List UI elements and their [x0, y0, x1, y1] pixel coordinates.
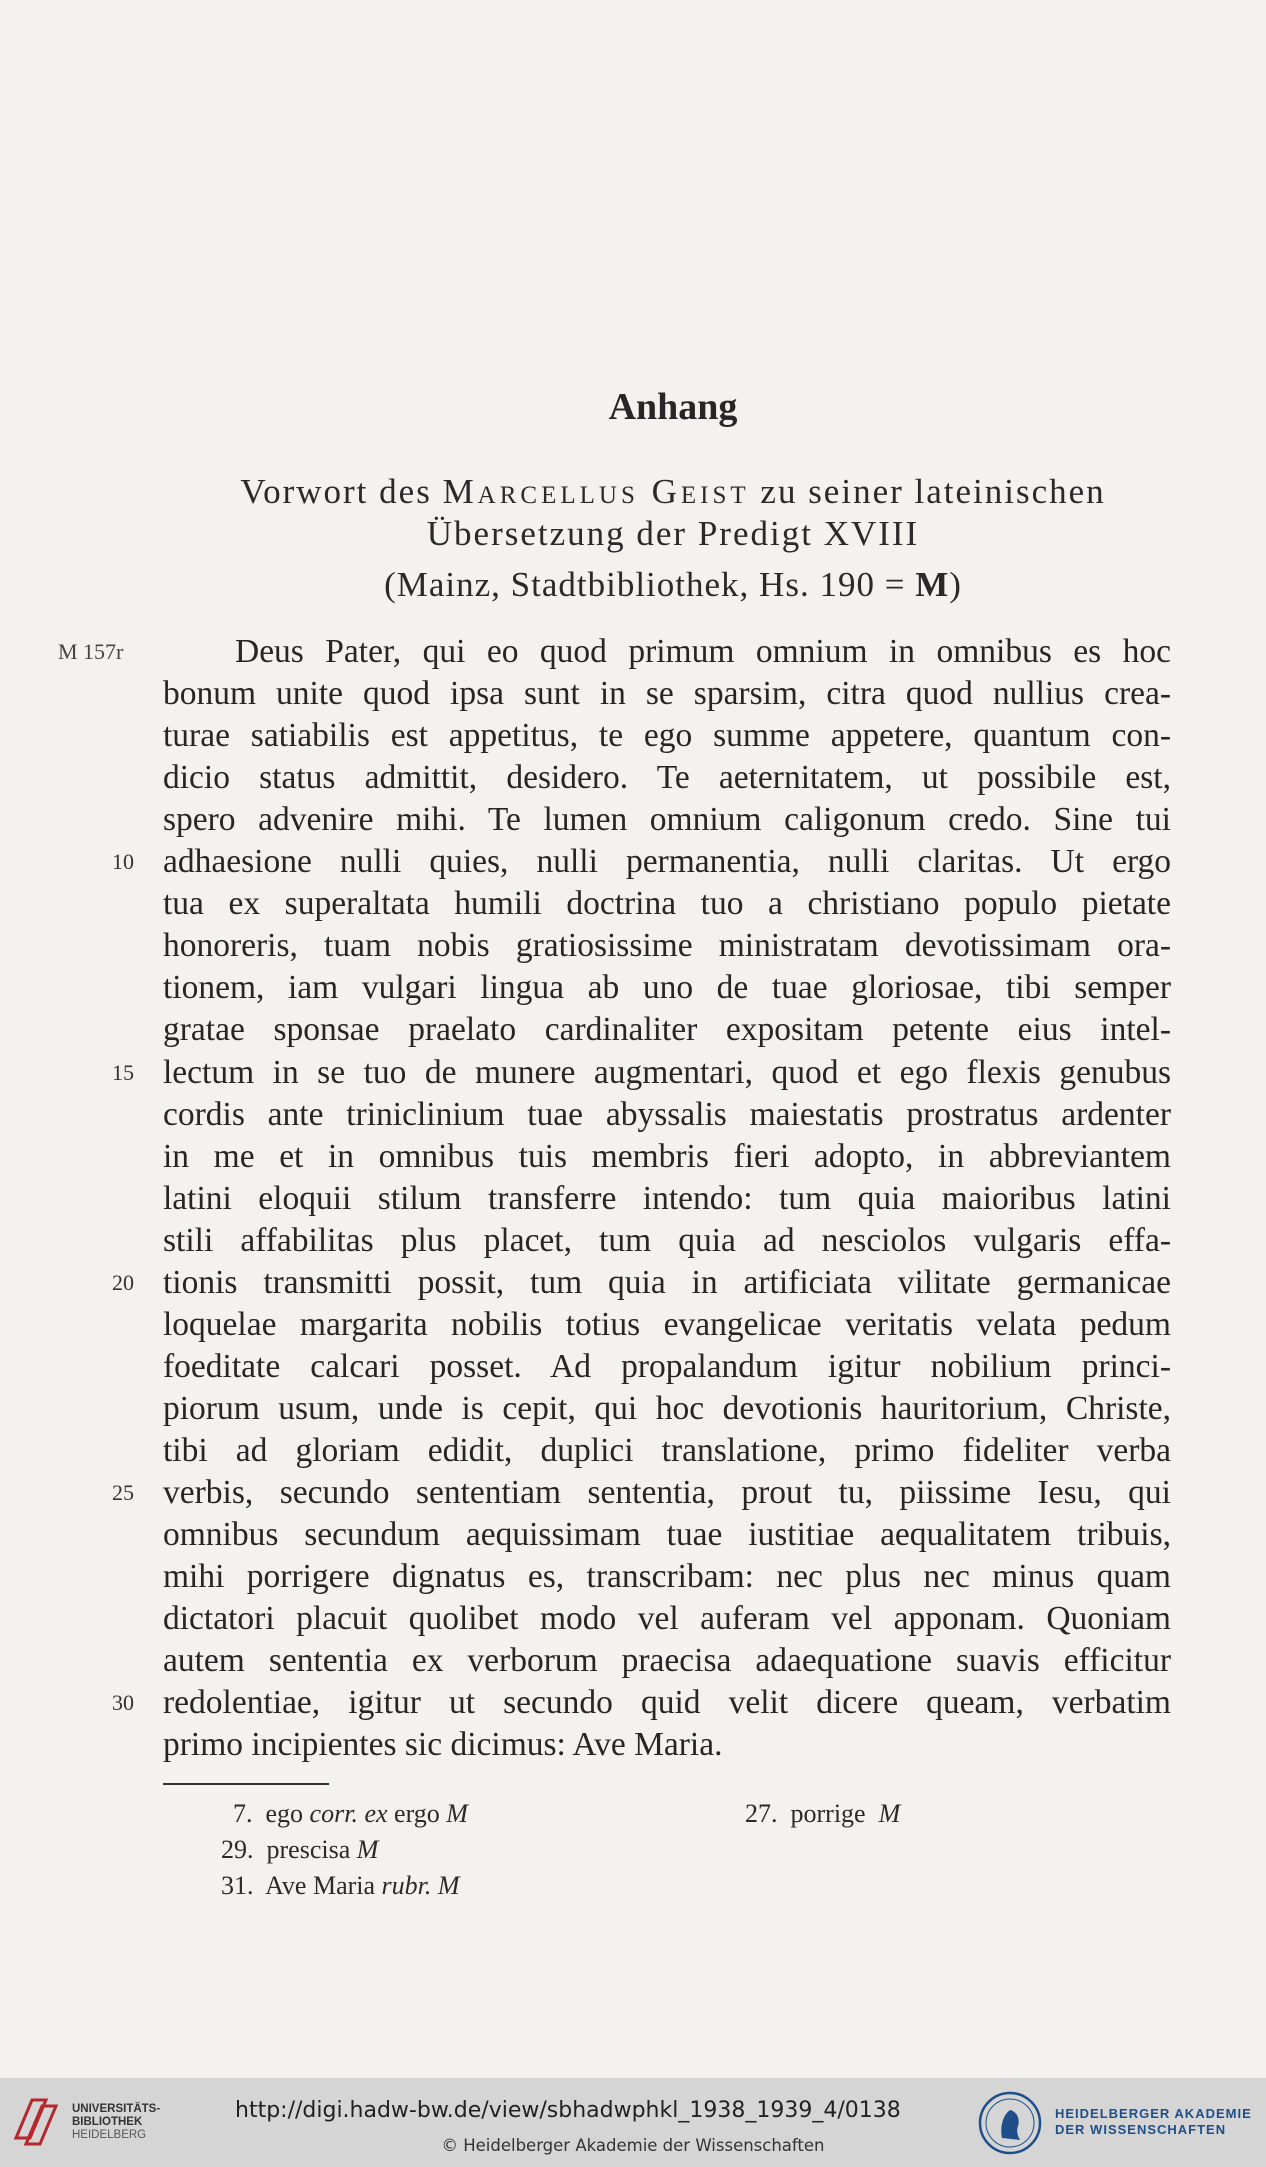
text-line: honoreris, tuam nobis gratiosissime ministratam devotissimam ora-: [163, 927, 1171, 965]
note-7: 7. ego corr. ex ergo M: [233, 1799, 468, 1828]
text-line: mihi porrigere dignatus es, transcribam: nec plus nec minus quam: [163, 1558, 1171, 1596]
text-line: stili affabilitas plus placet, tum quia ad nesciolos vulgaris effa-: [163, 1221, 1171, 1259]
text-line: adhaesione nulli quies, nulli permanentia, nulli claritas. Ut ergo: [163, 843, 1171, 881]
text-line: loquelae margarita nobilis totius evangelicae veritatis velata pedum: [163, 1305, 1171, 1343]
siglum: M: [915, 565, 950, 604]
academy-seal-icon[interactable]: [978, 2090, 1042, 2156]
text-line: cordis ante triniclinium tuae abyssalis maiestatis prostratus ardenter: [163, 1095, 1171, 1133]
text-line: tibi ad gloriam edidit, duplici translatione, primo fideliter verba: [163, 1431, 1171, 1469]
text-line: tua ex superaltata humili doctrina tuo a christiano populo pietate: [163, 885, 1171, 923]
text-line: turae satiabilis est appetitus, te ego summe appetere, quantum con-: [163, 717, 1171, 755]
text-line: autem sententia ex verborum praecisa adaequatione suavis efficitur: [163, 1642, 1171, 1680]
note-31: 31. Ave Maria rubr. M: [221, 1871, 460, 1900]
text-line: dictatori placuit quolibet modo vel auferam vel apponam. Quoniam: [163, 1600, 1171, 1638]
note-27: 27. porrige M: [745, 1799, 901, 1828]
text-line: tionem, iam vulgari lingua ab uno de tuae gloriosae, tibi semper: [163, 969, 1171, 1007]
academy-label: HEIDELBERGER AKADEMIE DER WISSENSCHAFTEN: [1055, 2106, 1252, 2137]
line-number: 15: [112, 1059, 134, 1085]
text-line: verbis, secundo sententiam sententia, prout tu, piissime Iesu, qui: [163, 1474, 1171, 1511]
text-line: redolentiae, igitur ut secundo quid velit dicere queam, verbatim: [163, 1684, 1171, 1722]
text-line: omnibus secundum aequissimam tuae iustitiae aequalitatem tribuis,: [163, 1516, 1171, 1554]
page-heading: Anhang: [608, 386, 738, 428]
text-line: bonum unite quod ipsa sunt in se sparsim, citra quod nullius crea-: [163, 675, 1171, 713]
text-line: lectum in se tuo de munere augmentari, quod et ego flexis genubus: [163, 1053, 1171, 1091]
manuscript-folio-ref: M 157r: [58, 639, 124, 664]
text-line: in me et in omnibus tuis membris fieri adopto, in abbreviantem: [163, 1137, 1171, 1175]
text-line: tionis transmitti possit, tum quia in artificiata vilitate germanicae: [163, 1263, 1171, 1301]
text-line: gratae sponsae praelato cardinaliter expositam petente eius intel-: [163, 1011, 1171, 1049]
text-line: primo incipientes sic dicimus: Ave Maria.: [163, 1726, 723, 1764]
line-number: 10: [112, 849, 134, 875]
footer-bar: [0, 2078, 1266, 2167]
line-number: 30: [112, 1690, 134, 1716]
text-line: Deus Pater, qui eo quod primum omnium in omnibus es hoc: [235, 633, 1171, 670]
footnote-rule: [163, 1783, 329, 1785]
note-29: 29. prescisa M: [221, 1835, 379, 1864]
author-name: Marcellus Geist: [442, 472, 750, 511]
subtitle-line-2: Übersetzung der Predigt XVIII: [426, 514, 920, 553]
subtitle-line-3: (Mainz, Stadtbibliothek, Hs. 190 = M): [384, 565, 962, 604]
text-line: foeditate calcari posset. Ad propalandum igitur nobilium princi-: [163, 1347, 1171, 1385]
ub-heidelberg-label: UNIVERSITÄTS- BIBLIOTHEK HEIDELBERG: [72, 2103, 161, 2141]
line-number: 20: [112, 1269, 134, 1295]
line-number: 25: [112, 1480, 134, 1505]
text-line: latini eloquii stilum transferre intendo: tum quia maioribus latini: [163, 1179, 1171, 1217]
text-line: spero advenire mihi. Te lumen omnium caligonum credo. Sine tui: [163, 801, 1171, 839]
text-line: piorum usum, unde is cepit, qui hoc devotionis hauritorium, Christe,: [163, 1389, 1171, 1427]
text-line: dicio status admittit, desidero. Te aeternitatem, ut possibile est,: [163, 759, 1171, 797]
copyright-text: © Heidelberger Akademie der Wissenschaften: [441, 2136, 825, 2155]
source-url-link[interactable]: http://digi.hadw-bw.de/view/sbhadwphkl_1938_1939_4/0138: [235, 2098, 901, 2123]
subtitle-line-1: Vorwort des Marcellus Geist zu seiner lateinischen: [240, 472, 1106, 511]
